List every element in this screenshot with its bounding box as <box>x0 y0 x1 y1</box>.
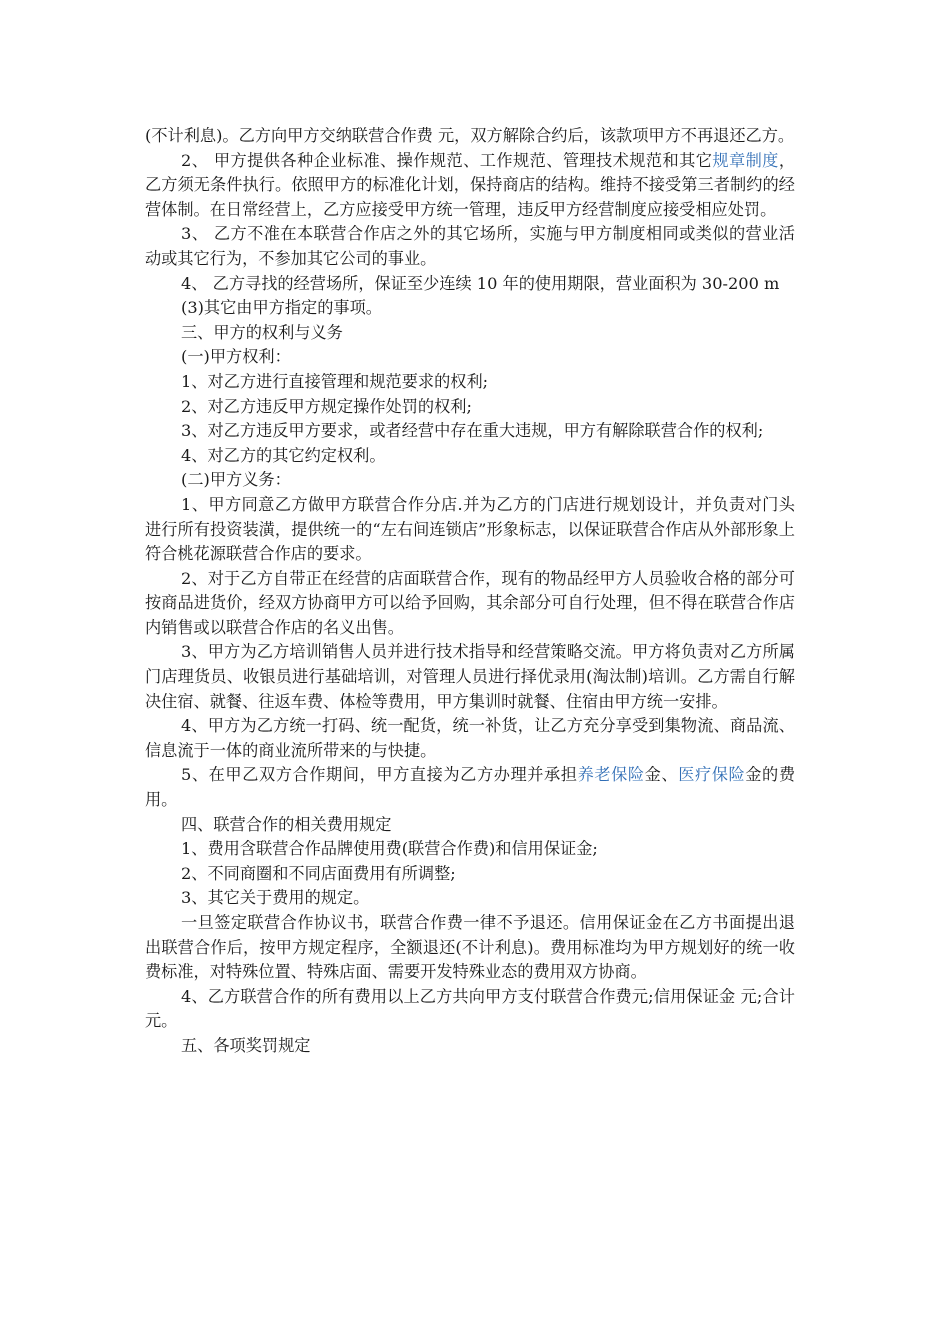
paragraph <box>145 395 795 420</box>
paragraph-text: 5、在甲乙双方合作期间，甲方直接为乙方办理并承担 <box>181 765 578 785</box>
paragraph <box>145 444 795 469</box>
paragraph-text: 一旦签定联营合作协议书，联营合作费一律不予退还。信用保证金在乙方书面提出退出联营合作后，按甲方规定程序，全额退还(不计利息)。费用标准均为甲方规划好的统一收费标准，对特殊位置、特殊店面、需要开发特殊业态的费用双方协商。 <box>145 913 795 982</box>
paragraph <box>145 714 795 763</box>
paragraph-text: 2、不同商圈和不同店面费用有所调整; <box>181 863 456 883</box>
paragraph <box>145 813 795 838</box>
paragraph <box>145 321 795 346</box>
paragraph <box>145 837 795 862</box>
paragraph <box>145 763 795 812</box>
paragraph-text: (3)其它由甲方指定的事项。 <box>181 298 382 318</box>
paragraph <box>145 640 795 714</box>
paragraph-text: 四、联营合作的相关费用规定 <box>181 814 392 834</box>
paragraph <box>145 272 795 297</box>
paragraph-text: 1、费用含联营合作品牌使用费(联营合作费)和信用保证金; <box>181 839 598 859</box>
paragraph <box>145 468 795 493</box>
paragraph-text: 1、对乙方进行直接管理和规范要求的权利; <box>181 371 489 391</box>
paragraph-text: ，乙方须无条件执行。依照甲方的标准化计划，保持商店的结构。维持不接受第三者制约的经营体制。在日常经营上，乙方应接受甲方统一管理，违反甲方经营制度应接受相应处罚。 <box>145 150 795 219</box>
inline-link[interactable]: 养老保险 <box>577 765 645 785</box>
paragraph <box>145 567 795 641</box>
paragraph-text: 1、甲方同意乙方做甲方联营合作分店.并为乙方的门店进行规划设计，并负责对门头进行所有投资装潢，提供统一的“左右间连锁店”形象标志，以保证联营合作店从外部形象上符合桃花源联营合作店的要求。 <box>145 494 795 564</box>
paragraph-text: 3、对乙方违反甲方要求，或者经营中存在重大违规，甲方有解除联营合作的权利; <box>181 421 764 441</box>
paragraph-text: 2、 甲方提供各种企业标准、操作规范、工作规范、管理技术规范和其它 <box>181 150 713 170</box>
paragraph <box>145 296 795 321</box>
paragraph <box>145 1034 795 1059</box>
paragraph-text: 2、对于乙方自带正在经营的店面联营合作，现有的物品经甲方人员验收合格的部分可按商品进货价，经双方协商甲方可以给予回购，其余部分可自行处理，但不得在联营合作店内销售或以联营合作店的名义出售。 <box>145 568 795 637</box>
paragraph-text: 4、 乙方寻找的经营场所，保证至少连续 10 年的使用期限，营业面积为 30-200 m <box>181 273 780 293</box>
paragraph-text: 3、甲方为乙方培训销售人员并进行技术指导和经营策略交流。甲方将负责对乙方所属门店理货员、收银员进行基础培训，对管理人员进行择优录用(淘汰制)培训。乙方需自行解决住宿、就餐、往返车费、体检等费用，甲方集训时就餐、住宿由甲方统一安排。 <box>145 642 795 711</box>
paragraph-text: 3、 乙方不准在本联营合作店之外的其它场所，实施与甲方制度相同或类似的营业活动或其它行为，不参加其它公司的事业。 <box>145 224 795 268</box>
paragraph <box>145 886 795 911</box>
document-body <box>145 124 795 1059</box>
paragraph-text: 金的费用。 <box>145 765 796 810</box>
paragraph <box>145 985 795 1034</box>
paragraph-text: 五、各项奖罚规定 <box>181 1035 311 1055</box>
paragraph-text: 3、其它关于费用的规定。 <box>181 888 370 908</box>
inline-link[interactable]: 医疗保险 <box>678 765 746 785</box>
paragraph-text: 三、甲方的权利与义务 <box>181 322 343 342</box>
paragraph-text: 2、对乙方违反甲方规定操作处罚的权利; <box>181 396 472 416</box>
paragraph <box>145 493 795 567</box>
paragraph-text: 金、 <box>644 765 679 785</box>
paragraph-text: (不计利息)。乙方向甲方交纳联营合作费 元，双方解除合约后，该款项甲方不再退还乙方。 <box>145 126 795 145</box>
paragraph <box>145 419 795 444</box>
paragraph-text: 4、对乙方的其它约定权利。 <box>181 445 386 465</box>
paragraph <box>145 222 795 271</box>
paragraph-text: (一)甲方权利： <box>181 347 291 367</box>
paragraph <box>145 911 795 985</box>
paragraph-text: (二)甲方义务： <box>181 470 291 490</box>
paragraph-text: 4、乙方联营合作的所有费用以上乙方共向甲方支付联营合作费元;信用保证金 元;合计 元。 <box>145 986 795 1031</box>
paragraph <box>145 345 795 370</box>
paragraph <box>145 862 795 887</box>
paragraph <box>145 149 795 223</box>
paragraph <box>145 370 795 395</box>
paragraph-text: 4、甲方为乙方统一打码、统一配货，统一补货，让乙方充分享受到集物流、商品流、信息流于一体的商业流所带来的与快捷。 <box>145 716 795 760</box>
inline-link[interactable]: 规章制度 <box>712 150 779 170</box>
paragraph <box>145 124 795 149</box>
